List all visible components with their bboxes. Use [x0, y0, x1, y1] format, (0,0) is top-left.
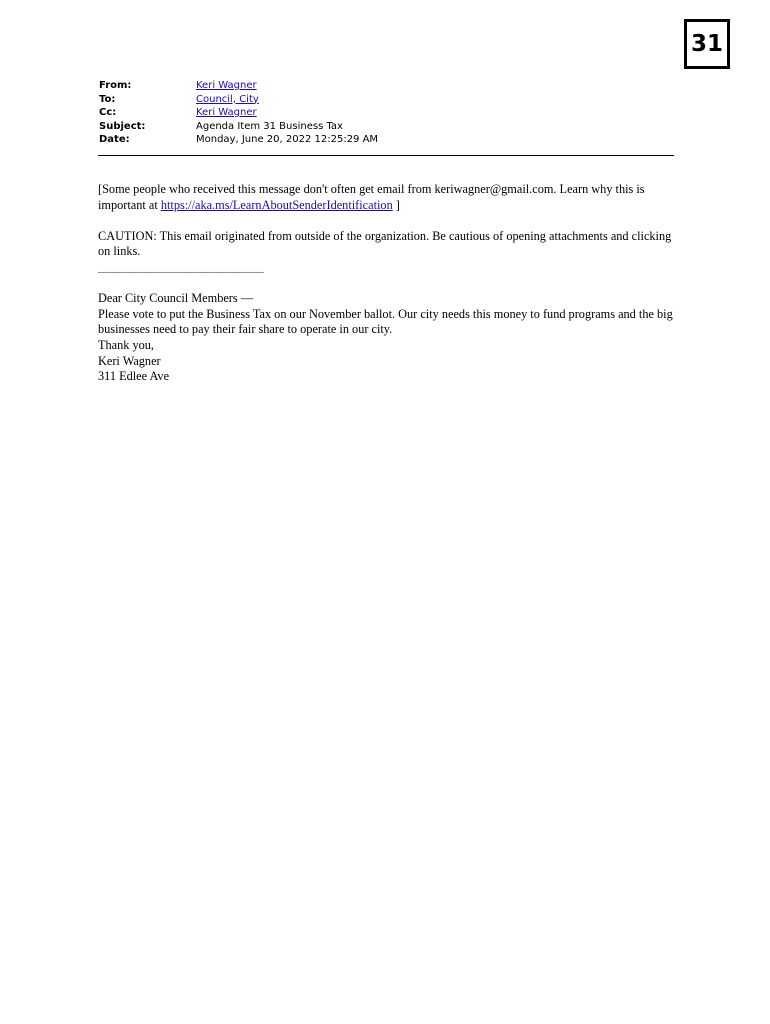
cc-link[interactable]: Keri Wagner [196, 107, 257, 118]
closing: Thank you, [98, 337, 155, 352]
caution-notice: CAUTION: This email originated from outside of the organization. Be cautious of opening attachments and clicking on links. [98, 228, 672, 259]
spacer [98, 213, 678, 229]
date-row [99, 133, 378, 147]
signature-name: Keri Wagner [98, 353, 161, 368]
spacer [98, 276, 678, 292]
separator-line: ________________________________ [98, 259, 263, 274]
cc-row [99, 106, 378, 120]
page-number-badge: 31 [684, 19, 730, 69]
sender-notice [98, 182, 678, 213]
header-divider [98, 155, 674, 156]
email-header [99, 79, 378, 147]
cc-label: Cc: [99, 107, 117, 118]
greeting: Dear City Council Members — [98, 291, 254, 306]
sender-notice-text: [Some people who received this message don't often get email from keriwagner@gmail.com. Learn why this is important at [98, 182, 645, 212]
subject-row [99, 120, 378, 134]
subject-value: Agenda Item 31 Business Tax [196, 120, 343, 132]
from-row [99, 79, 378, 93]
to-label: To: [99, 93, 116, 105]
signature-address: 311 Edlee Ave [98, 369, 170, 384]
date-value: Monday, June 20, 2022 12:25:29 AM [196, 134, 379, 145]
to-row [99, 93, 378, 107]
sender-notice-end: ] [392, 197, 400, 212]
to-link[interactable]: Council, City [196, 93, 259, 105]
from-label: From: [99, 80, 132, 91]
subject-label: Subject: [99, 120, 146, 132]
message-text: Please vote to put the Business Tax on our November ballot. Our city needs this money to fund programs and the big businesses need to pay their fair share to operate in our city. [98, 306, 673, 337]
date-label: Date: [99, 134, 130, 145]
email-body [98, 182, 678, 385]
from-link[interactable]: Keri Wagner [196, 80, 257, 91]
sender-identification-link[interactable]: https://aka.ms/LearnAboutSenderIdentification [160, 197, 393, 212]
